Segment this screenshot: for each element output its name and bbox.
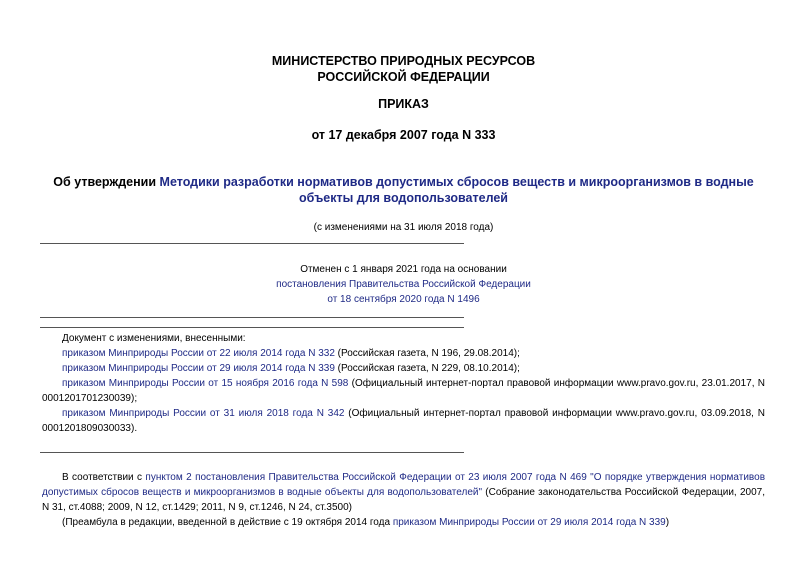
preamble-suffix: (Собрание законодательства Российской Федерации, 2007, N 31, ст.4088; 2009, N 12, ст.1429; 2011, N 9, ст.1246, N 24, ст.3500)	[42, 487, 765, 513]
document-title	[42, 174, 765, 206]
cancellation-decree-date-link[interactable]: от 18 сентября 2020 года N 1496	[327, 294, 480, 305]
ministry-line-2: РОССИЙСКОЙ ФЕДЕРАЦИИ	[317, 70, 490, 84]
list-item	[42, 406, 765, 436]
edition-suffix: )	[665, 517, 670, 528]
list-item	[42, 376, 765, 406]
divider	[40, 327, 464, 328]
title-prefix: Об утверждении	[53, 175, 160, 189]
methodology-link[interactable]: Методики разработки нормативов допустимых сбросов веществ и микроорганизмов в водные объекты для водопользователей	[159, 175, 754, 205]
amendment-source: (Российская газета, N 229, 08.10.2014);	[334, 363, 520, 374]
preamble-prefix: В соответствии с	[62, 472, 146, 483]
preamble-edition-note	[42, 515, 765, 530]
document-date-number: от 17 декабря 2007 года N 333	[311, 128, 496, 142]
government-decree-link[interactable]: пунктом 2 постановления Правительства Российской Федерации от 23 июля 2007 года N 469 "О порядке утверждения нормативов допустимых сбросов веществ и микроорганизмов в водные объекты для водопользователей"	[42, 472, 766, 498]
amendment-link[interactable]: приказом Минприроды России от 22 июля 2014 года N 332	[62, 348, 335, 359]
preamble	[42, 470, 765, 530]
amendments-intro: Документ с изменениями, внесенными:	[62, 333, 246, 344]
edition-prefix: (Преамбула в редакции, введенной в действие с 19 октября 2014 года	[62, 517, 393, 528]
amendment-source: (Официальный интернет-портал правовой информации www.pravo.gov.ru, 03.09.2018, N 0001201809030033).	[42, 408, 765, 434]
cancellation-line-1: Отменен с 1 января 2021 года на основании	[300, 264, 507, 275]
cancellation-decree-link[interactable]: постановления Правительства Российской Федерации	[276, 279, 531, 290]
amendment-source: (Российская газета, N 196, 29.08.2014);	[334, 348, 520, 359]
document-type: ПРИКАЗ	[378, 97, 429, 111]
ministry-line-1: МИНИСТЕРСТВО ПРИРОДНЫХ РЕСУРСОВ	[271, 54, 536, 68]
amendments-list	[42, 331, 765, 436]
divider	[40, 452, 464, 453]
divider	[40, 243, 464, 244]
list-item	[42, 346, 765, 361]
preamble-text	[42, 470, 765, 515]
amendment-link[interactable]: приказом Минприроды России от 29 июля 2014 года N 339	[62, 363, 335, 374]
list-item	[42, 361, 765, 376]
amendment-link[interactable]: приказом Минприроды России от 15 ноября 2016 года N 598	[62, 378, 349, 389]
cancellation-notice	[42, 262, 765, 307]
changes-note: (с изменениями на 31 июля 2018 года)	[313, 222, 494, 233]
edition-order-link[interactable]: приказом Минприроды России от 29 июля 2014 года N 339	[392, 517, 666, 528]
amendment-source: (Официальный интернет-портал правовой информации www.pravo.gov.ru, 23.01.2017, N 0001201701230039);	[42, 378, 765, 404]
ministry-name	[0, 53, 807, 85]
amendment-link[interactable]: приказом Минприроды России от 31 июля 2018 года N 342	[62, 408, 345, 419]
divider	[40, 317, 464, 318]
